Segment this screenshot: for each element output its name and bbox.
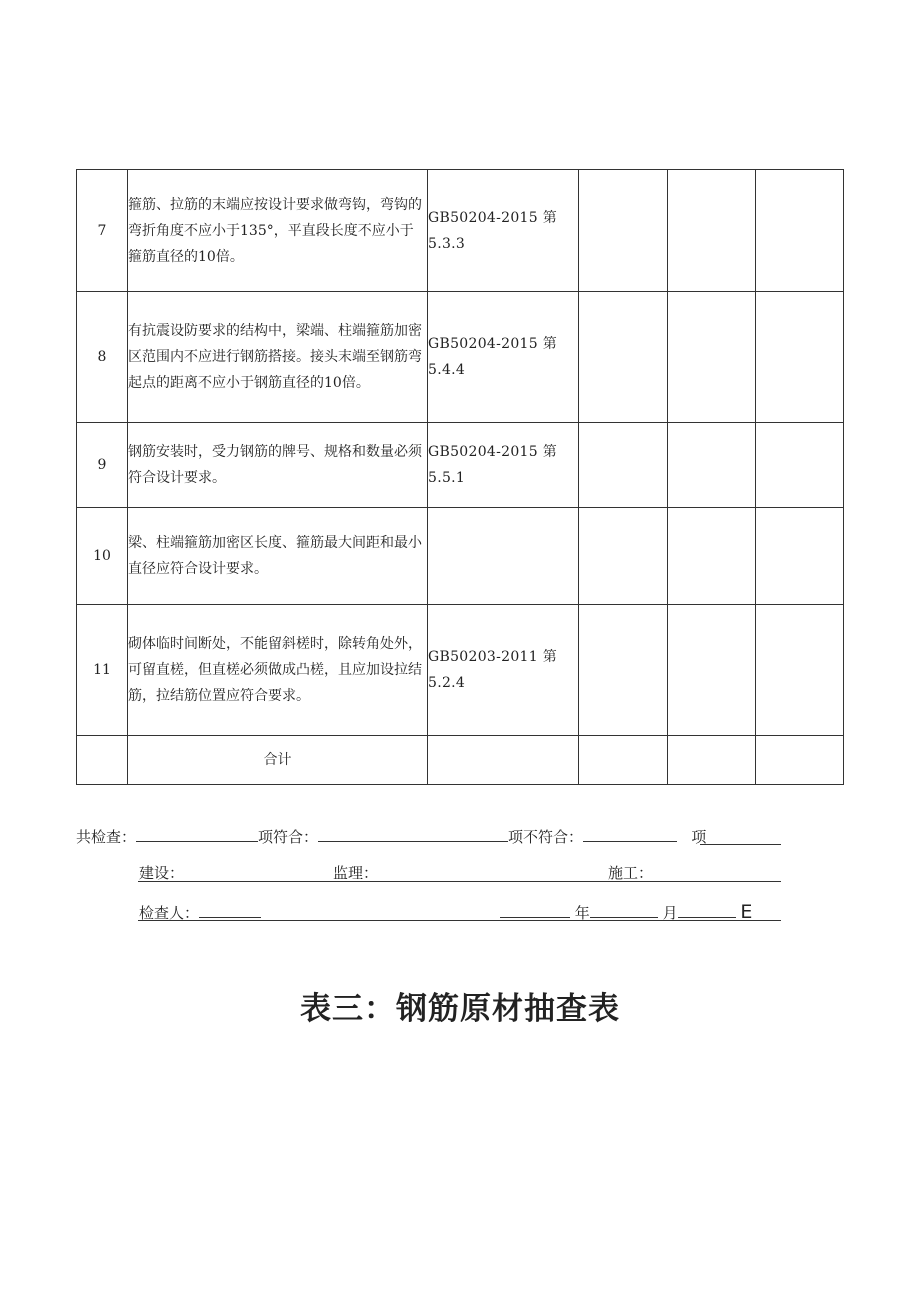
total-label: 合计 (128, 736, 428, 785)
requirement-cell: 钢筋安装时，受力钢筋的牌号、规格和数量必须符合设计要求。 (128, 423, 428, 508)
row-number: 8 (77, 292, 128, 423)
result-cell-2 (668, 170, 756, 292)
table-row (77, 423, 844, 508)
table-row (77, 292, 844, 423)
result-cell-1 (579, 170, 668, 292)
result-cell-1 (579, 423, 668, 508)
month-label: 月 (662, 904, 678, 922)
result-cell-3 (756, 605, 844, 736)
inspector-label: 检查人： (139, 904, 200, 922)
total-row (77, 736, 844, 785)
items-fail-blank[interactable] (583, 825, 677, 842)
inspection-table (76, 169, 844, 785)
table-body (77, 170, 844, 736)
table-row (77, 170, 844, 292)
result-cell-2 (668, 605, 756, 736)
day-label: E (740, 901, 753, 923)
requirement-cell: 箍筋、拉筋的末端应按设计要求做弯钩，弯钩的弯折角度不应小于135°，平直段长度不应小于箍筋直径的10倍。 (128, 170, 428, 292)
standard-cell: GB50204-2015 第5.5.1 (428, 423, 579, 508)
result-cell-3 (756, 423, 844, 508)
total-checked-label: 共检查： (76, 828, 137, 846)
supervisor-label: 监理： (333, 864, 379, 882)
result-cell-3 (756, 508, 844, 605)
requirement-cell: 砌体临时间断处，不能留斜槎时，除转角处外，可留直槎，但直槎必须做成凸槎，且应加设拉结筋，拉结筋位置应符合要求。 (128, 605, 428, 736)
owner-label: 建设： (139, 864, 185, 882)
requirement-cell: 有抗震设防要求的结构中，梁端、柱端箍筋加密区范围内不应进行钢筋搭接。接头末端至钢筋弯起点的距离不应小于钢筋直径的10倍。 (128, 292, 428, 423)
day-blank[interactable] (678, 901, 736, 918)
next-table-title: 表三：钢筋原材抽查表 (300, 991, 620, 1027)
row-number: 11 (77, 605, 128, 736)
row-number: 7 (77, 170, 128, 292)
requirement-cell: 梁、柱端箍筋加密区长度、箍筋最大间距和最小直径应符合设计要求。 (128, 508, 428, 605)
result-cell-3 (756, 292, 844, 423)
standard-cell: GB50204-2015 第5.4.4 (428, 292, 579, 423)
result-cell-2 (668, 423, 756, 508)
date-line-rule (138, 920, 781, 921)
signature-line-rule (138, 881, 781, 882)
items-suffix: 项 (691, 828, 707, 846)
standard-cell: GB50204-2015 第5.3.3 (428, 170, 579, 292)
contractor-label: 施工： (608, 864, 654, 882)
total-checked-blank[interactable] (136, 825, 258, 842)
result-cell-2 (668, 292, 756, 423)
year-label: 年 (574, 904, 590, 922)
standard-cell: GB50203-2011 第5.2.4 (428, 605, 579, 736)
row-number: 9 (77, 423, 128, 508)
result-cell-1 (579, 508, 668, 605)
inspector-blank[interactable] (199, 901, 261, 918)
table-row (77, 605, 844, 736)
result-cell-2 (668, 508, 756, 605)
count-line-rule (700, 844, 781, 845)
items-pass-label: 项符合： (258, 828, 319, 846)
items-pass-blank[interactable] (318, 825, 508, 842)
result-cell-1 (579, 605, 668, 736)
year-blank[interactable] (500, 901, 570, 918)
items-fail-label: 项不符合： (508, 828, 584, 846)
summary-count-line (76, 825, 706, 847)
standard-cell (428, 508, 579, 605)
table-row (77, 508, 844, 605)
month-blank[interactable] (590, 901, 658, 918)
result-cell-3 (756, 170, 844, 292)
result-cell-1 (579, 292, 668, 423)
row-number: 10 (77, 508, 128, 605)
